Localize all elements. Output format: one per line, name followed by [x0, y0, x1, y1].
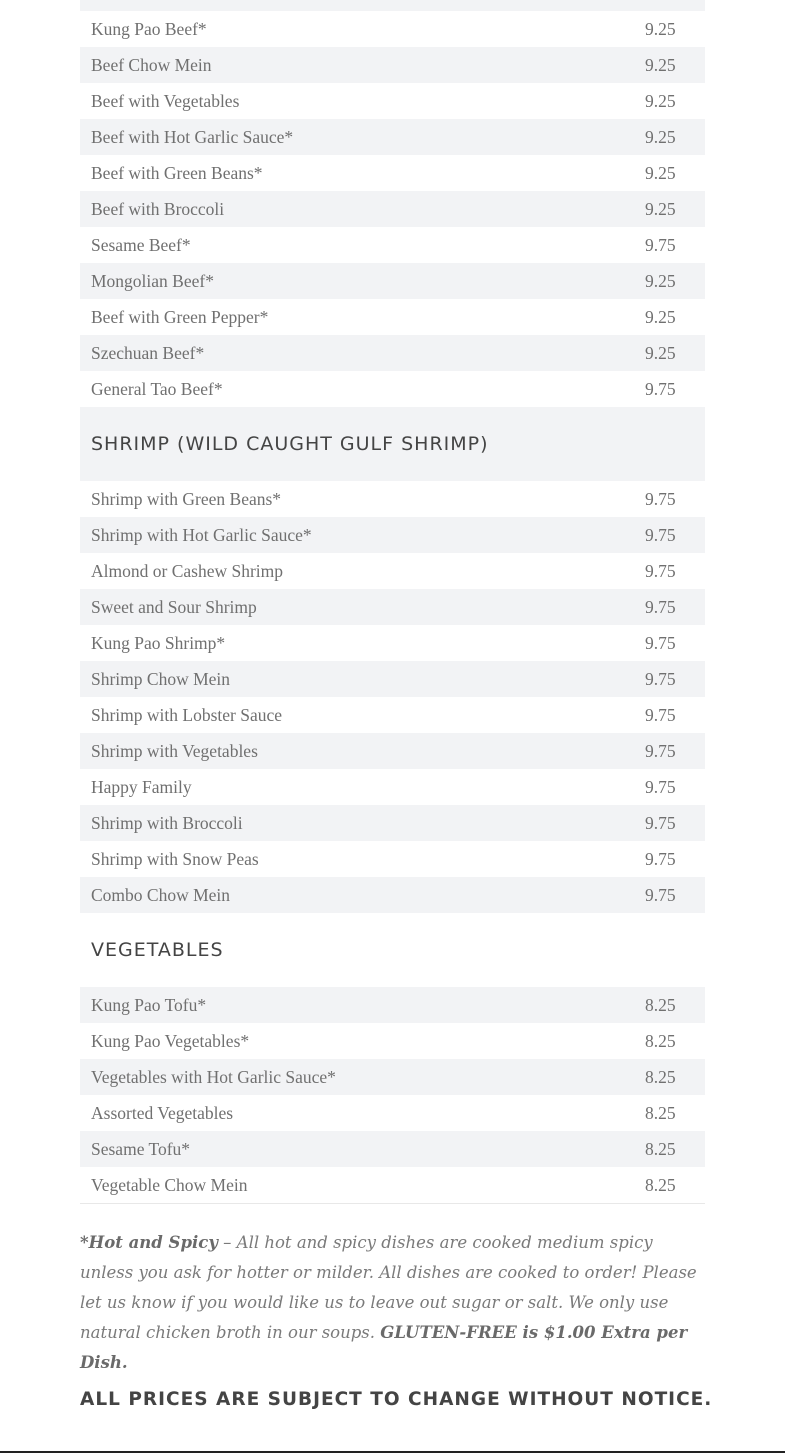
menu-row	[80, 0, 705, 11]
menu-row	[80, 987, 705, 1023]
item-name: Szechuan Beef*	[91, 342, 205, 363]
menu-row	[80, 481, 705, 517]
item-name: Kung Pao Beef*	[91, 18, 207, 39]
menu-row	[80, 625, 705, 661]
menu-row	[80, 371, 705, 407]
item-price: 9.25	[645, 342, 676, 363]
spicy-note-lead: *Hot and Spicy	[80, 1233, 218, 1252]
menu-row	[80, 1167, 705, 1204]
item-price: 9.25	[645, 90, 676, 111]
price-change-notice: ALL PRICES ARE SUBJECT TO CHANGE WITHOUT NOTICE.	[80, 1389, 713, 1410]
item-price: 9.75	[645, 524, 676, 545]
menu-row	[80, 299, 705, 335]
menu-row	[80, 155, 705, 191]
spicy-note-body: – All hot and spicy dishes are cooked medium spicy unless you ask for hotter or milder. All dishes are cooked to order! Please let us know if you would like us to leave out sugar or salt. We only use natural chicken broth in our soups.	[80, 1233, 697, 1342]
item-price: 8.25	[645, 1174, 676, 1195]
item-price: 9.75	[645, 596, 676, 617]
section-heading-shrimp: SHRIMP (WILD CAUGHT GULF SHRIMP)	[80, 407, 705, 481]
menu-row	[80, 263, 705, 299]
spicy-note	[80, 1228, 700, 1378]
item-price: 9.75	[645, 848, 676, 869]
item-price: 9.75	[645, 668, 676, 689]
item-name: Beef with Vegetables	[91, 90, 240, 111]
menu-row	[80, 661, 705, 697]
menu-row	[80, 83, 705, 119]
item-name: Kung Pao Tofu*	[91, 994, 207, 1015]
item-name: Beef Chow Mein	[91, 54, 212, 75]
item-name: Beef with Broccoli	[91, 198, 225, 219]
item-price: 9.75	[645, 776, 676, 797]
item-price: 9.25	[645, 126, 676, 147]
menu-list	[80, 0, 705, 1204]
item-name: Shrimp with Broccoli	[91, 812, 243, 833]
menu-row	[80, 335, 705, 371]
menu-row	[80, 877, 705, 913]
menu-row	[80, 517, 705, 553]
item-name: Shrimp Chow Mein	[91, 668, 231, 689]
item-price: 9.25	[645, 162, 676, 183]
menu-row	[80, 1023, 705, 1059]
menu-row	[80, 47, 705, 83]
item-price: 9.75	[645, 560, 676, 581]
item-name: Happy Family	[91, 776, 192, 797]
item-name: Mongolian Beef*	[91, 270, 214, 291]
menu-row	[80, 733, 705, 769]
menu-row	[80, 553, 705, 589]
item-price: 8.25	[645, 1066, 676, 1087]
menu-row	[80, 697, 705, 733]
menu-row	[80, 227, 705, 263]
item-name: Shrimp with Green Beans*	[91, 488, 282, 509]
menu-row	[80, 11, 705, 47]
item-price: 9.75	[645, 632, 676, 653]
menu-row	[80, 191, 705, 227]
menu-row	[80, 1095, 705, 1131]
gluten-free-note: GLUTEN-FREE is $1.00 Extra per Dish.	[80, 1323, 688, 1372]
item-price: 9.75	[645, 740, 676, 761]
item-price: 9.25	[645, 306, 676, 327]
item-name: Vegetable Chow Mein	[91, 1174, 248, 1195]
menu-row	[80, 805, 705, 841]
item-name: Sesame Tofu*	[91, 1138, 191, 1159]
item-price: 9.25	[645, 270, 676, 291]
item-name: General Tao Beef*	[91, 378, 223, 399]
item-price: 8.25	[645, 1102, 676, 1123]
item-price: 9.75	[645, 234, 676, 255]
item-name: Shrimp with Hot Garlic Sauce*	[91, 524, 312, 545]
item-price: 8.25	[645, 1030, 676, 1051]
item-name: Shrimp with Snow Peas	[91, 848, 259, 869]
item-price: 8.25	[645, 1138, 676, 1159]
item-name: Kung Pao Shrimp*	[91, 632, 226, 653]
item-price: 8.25	[645, 994, 676, 1015]
item-price: 9.25	[645, 198, 676, 219]
item-name: Almond or Cashew Shrimp	[91, 560, 284, 581]
item-name: Beef with Green Pepper*	[91, 306, 269, 327]
item-name: Assorted Vegetables	[91, 1102, 234, 1123]
item-name: Beef with Green Beans*	[91, 162, 263, 183]
item-name: Shrimp with Lobster Sauce	[91, 704, 283, 725]
menu-row	[80, 769, 705, 805]
item-price: 9.25	[645, 54, 676, 75]
menu-row	[80, 119, 705, 155]
item-name: Shrimp with Vegetables	[91, 740, 258, 761]
item-price: 9.25	[645, 18, 676, 39]
menu-row	[80, 1059, 705, 1095]
item-name: Combo Chow Mein	[91, 884, 231, 905]
item-name: Vegetables with Hot Garlic Sauce*	[91, 1066, 336, 1087]
item-price: 9.75	[645, 884, 676, 905]
item-price: 9.75	[645, 704, 676, 725]
item-price: 9.75	[645, 488, 676, 509]
item-name: Beef with Hot Garlic Sauce*	[91, 126, 294, 147]
item-name: Sweet and Sour Shrimp	[91, 596, 257, 617]
section-heading-vegetables: VEGETABLES	[80, 913, 705, 987]
item-name: Sesame Beef*	[91, 234, 191, 255]
menu-row	[80, 589, 705, 625]
item-name: Kung Pao Vegetables*	[91, 1030, 250, 1051]
menu-row	[80, 1131, 705, 1167]
menu-row	[80, 841, 705, 877]
item-price: 9.75	[645, 378, 676, 399]
item-price: 9.75	[645, 812, 676, 833]
